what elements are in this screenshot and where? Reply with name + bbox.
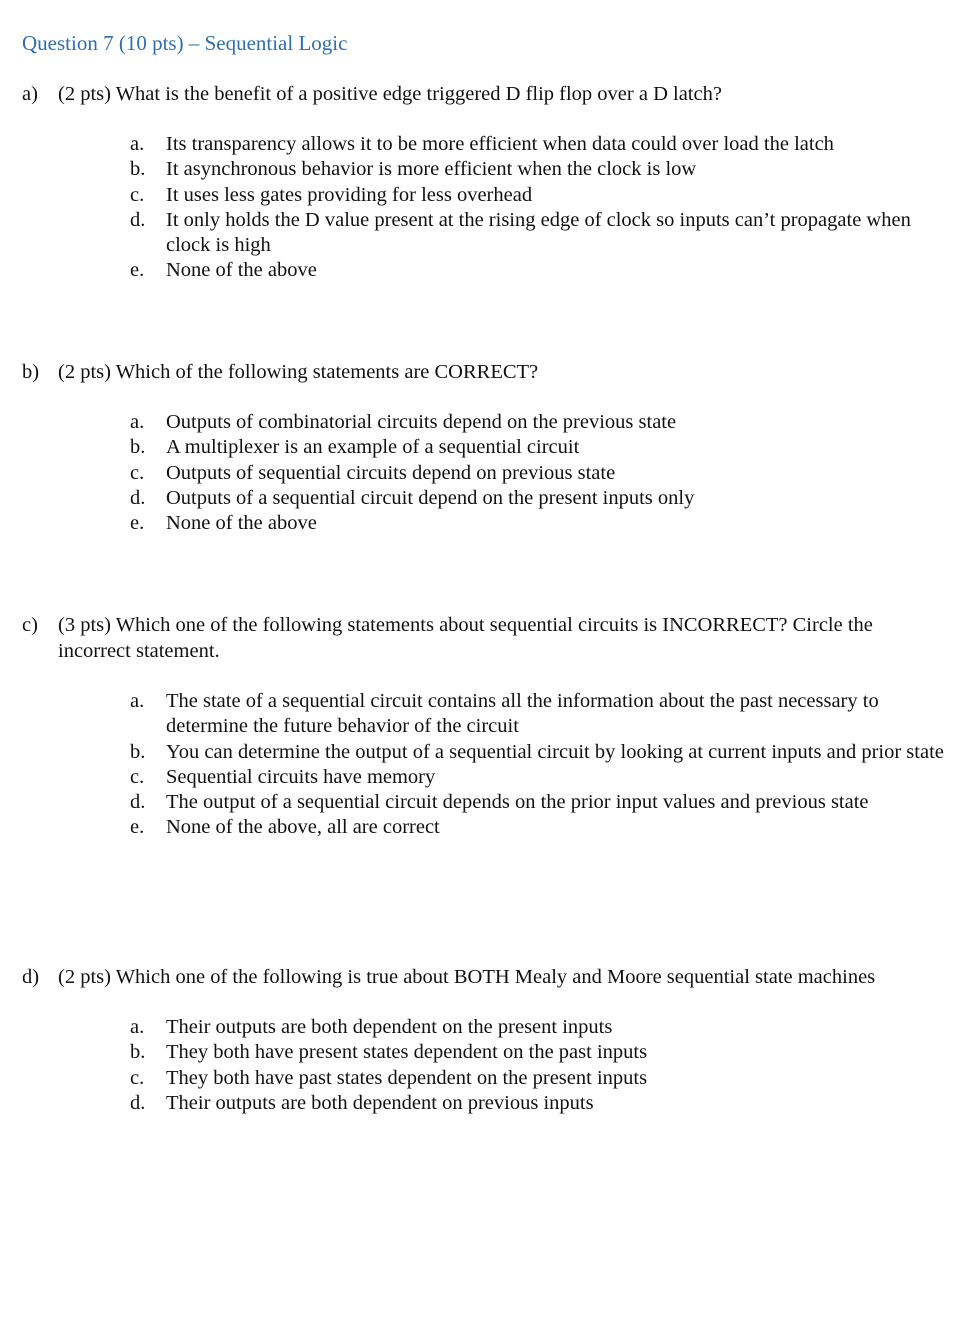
option-text: Their outputs are both dependent on the present inputs: [166, 1016, 613, 1038]
option-label: e.: [130, 512, 145, 535]
question-letter: b): [22, 361, 40, 383]
option-text: None of the above: [166, 259, 317, 282]
option-text: None of the above, all are correct: [166, 816, 440, 839]
question-b: [22, 360, 952, 386]
option-text: Sequential circuits have memory: [166, 765, 436, 788]
option-item[interactable]: [130, 790, 965, 815]
option-label: a.: [130, 133, 145, 155]
option-label: e.: [130, 259, 145, 282]
option-label: a.: [130, 411, 145, 433]
option-label: d.: [130, 208, 146, 231]
option-item[interactable]: [130, 435, 965, 460]
option-text: Its transparency allows it to be more efficient when data could over load the latch: [166, 133, 834, 155]
option-text: A multiplexer is an example of a sequential circuit: [166, 436, 580, 459]
option-item[interactable]: [130, 511, 965, 536]
option-item[interactable]: [130, 410, 965, 435]
option-item[interactable]: [130, 208, 965, 259]
question-letter: c): [22, 614, 38, 636]
option-text: It only holds the D value present at the rising edge of clock so inputs can’t propagate when clock is high: [166, 208, 911, 257]
question-letter: a): [22, 83, 38, 105]
option-text: You can determine the output of a sequential circuit by looking at current inputs and prior state: [166, 740, 944, 763]
option-label: c.: [130, 461, 145, 484]
option-label: c.: [130, 765, 145, 788]
option-item[interactable]: [130, 689, 965, 740]
option-label: a.: [130, 1016, 145, 1038]
option-text: The state of a sequential circuit contains all the information about the past necessary to determine the future behavior of the circuit: [166, 690, 879, 738]
option-label: c.: [130, 183, 145, 206]
options-c: [130, 689, 965, 841]
question-d: [22, 965, 952, 991]
option-item[interactable]: [130, 1066, 965, 1091]
page-title: Question 7 (10 pts) – Sequential Logic: [22, 31, 348, 55]
option-text: They both have past states dependent on the present inputs: [166, 1066, 648, 1089]
option-label: a.: [130, 690, 145, 712]
question-text: (2 pts) Which of the following statements are CORRECT?: [58, 361, 539, 383]
option-label: d.: [130, 486, 146, 509]
option-text: Their outputs are both dependent on previous inputs: [166, 1091, 594, 1114]
option-item[interactable]: [130, 765, 965, 790]
option-text: It uses less gates providing for less overhead: [166, 183, 533, 206]
question-text: (2 pts) What is the benefit of a positive edge triggered D flip flop over a D latch?: [58, 83, 722, 105]
option-item[interactable]: [130, 183, 965, 208]
option-item[interactable]: [130, 461, 965, 486]
option-label: b.: [130, 740, 146, 763]
options-d: [130, 1015, 965, 1116]
option-label: b.: [130, 1041, 146, 1064]
option-label: d.: [130, 1091, 146, 1114]
option-label: e.: [130, 816, 145, 839]
question-letter: d): [22, 966, 40, 988]
option-text: Outputs of sequential circuits depend on previous state: [166, 461, 616, 484]
options-b: [130, 410, 965, 536]
question-text: (3 pts) Which one of the following statements about sequential circuits is INCORRECT? Circle the incorrect statement.: [58, 614, 873, 662]
option-item[interactable]: [130, 157, 965, 182]
option-label: b.: [130, 436, 146, 459]
option-label: c.: [130, 1066, 145, 1089]
options-a: [130, 132, 965, 284]
question-text: (2 pts) Which one of the following is true about BOTH Mealy and Moore sequential state machines: [58, 966, 876, 988]
question-a: [22, 82, 952, 108]
option-text: They both have present states dependent on the past inputs: [166, 1041, 648, 1064]
option-item[interactable]: [130, 740, 965, 765]
option-item[interactable]: [130, 1040, 965, 1065]
option-item[interactable]: [130, 486, 965, 511]
option-label: d.: [130, 791, 146, 814]
option-text: Outputs of combinatorial circuits depend on the previous state: [166, 411, 677, 433]
question-c: [22, 613, 952, 664]
option-text: None of the above: [166, 512, 317, 535]
option-text: The output of a sequential circuit depends on the prior input values and previous state: [166, 791, 869, 814]
option-text: It asynchronous behavior is more efficient when the clock is low: [166, 158, 697, 181]
option-label: b.: [130, 158, 146, 181]
option-item[interactable]: [130, 815, 965, 840]
option-text: Outputs of a sequential circuit depend on the present inputs only: [166, 486, 695, 509]
option-item[interactable]: [130, 1015, 965, 1040]
option-item[interactable]: [130, 258, 965, 283]
option-item[interactable]: [130, 132, 965, 157]
option-item[interactable]: [130, 1091, 965, 1116]
